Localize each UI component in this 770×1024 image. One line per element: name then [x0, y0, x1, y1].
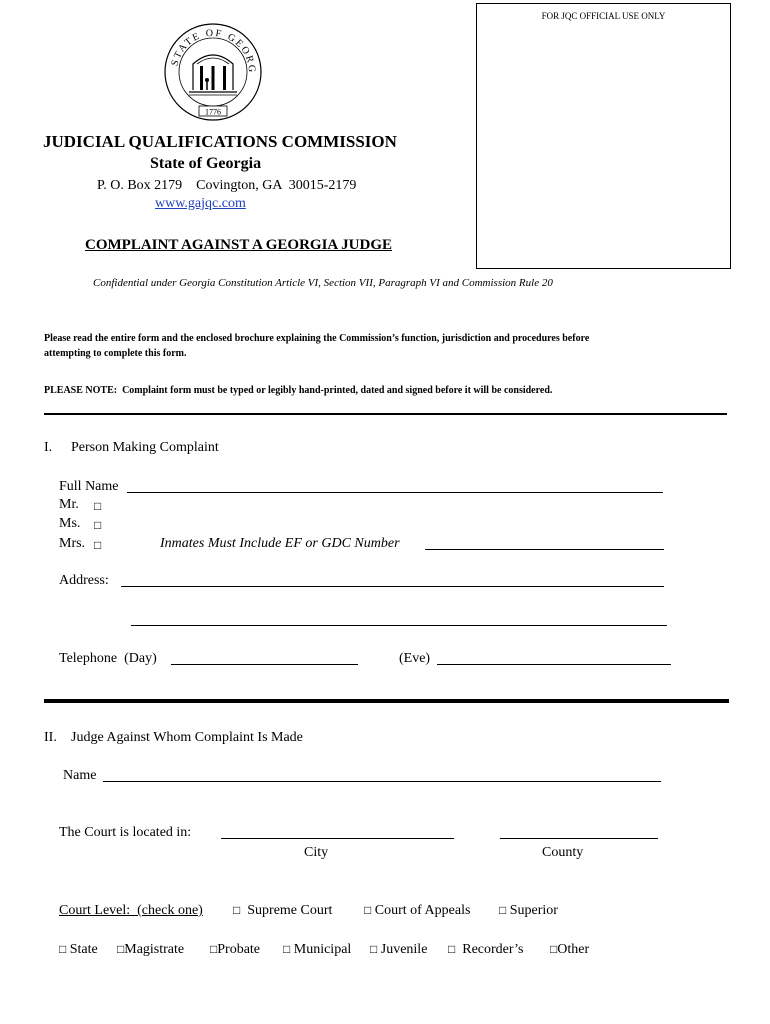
recorders-label: Recorder’s [462, 942, 524, 957]
state-checkbox[interactable]: □ [59, 942, 67, 956]
section-1-number: I. [44, 440, 53, 455]
full-name-field[interactable] [127, 492, 663, 493]
seal-year: 1776 [205, 107, 221, 117]
appeals-checkbox[interactable]: □ [364, 903, 372, 917]
judge-name-label: Name [63, 768, 97, 783]
juvenile-checkbox[interactable]: □ [370, 942, 378, 956]
court-level-option-superior[interactable] [499, 903, 558, 919]
ms-label: Ms. [59, 516, 81, 531]
magistrate-checkbox[interactable]: □ [117, 942, 125, 956]
inmate-number-field[interactable] [425, 549, 664, 550]
mailing-address: P. O. Box 2179 Covington, GA 30015-2179 [97, 178, 357, 193]
court-level-label: Court Level: (check one) [59, 903, 203, 918]
supreme-checkbox[interactable]: □ [233, 903, 241, 917]
official-use-label: FOR JQC OFFICIAL USE ONLY [541, 11, 666, 21]
mr-checkbox[interactable]: □ [94, 499, 102, 513]
other-checkbox[interactable]: □ [550, 942, 558, 956]
superior-label: Superior [509, 903, 558, 918]
full-name-label: Full Name [59, 479, 119, 494]
telephone-day-label: Telephone (Day) [59, 651, 157, 666]
court-level-option-state[interactable] [59, 942, 98, 958]
svg-text:STATE OF GEORGIA: STATE OF GEORG [169, 27, 258, 75]
judge-name-field[interactable] [103, 781, 661, 782]
probate-checkbox[interactable]: □ [210, 942, 218, 956]
state-label: State [69, 942, 98, 957]
court-level-option-juvenile[interactable] [370, 942, 427, 958]
section-1-title: Person Making Complaint [71, 440, 219, 455]
magistrate-label: Magistrate [124, 942, 185, 957]
municipal-checkbox[interactable]: □ [283, 942, 291, 956]
mrs-checkbox[interactable]: □ [94, 538, 102, 552]
court-level-option-probate[interactable] [210, 942, 260, 958]
telephone-eve-field[interactable] [437, 664, 671, 665]
website-link[interactable]: www.gajqc.com [155, 196, 246, 211]
section-divider-2 [44, 699, 729, 703]
address-field-line-1[interactable] [121, 586, 664, 587]
ms-checkbox[interactable]: □ [94, 518, 102, 532]
state-name: State of Georgia [150, 155, 262, 172]
other-label: Other [557, 942, 590, 957]
address-field-line-2[interactable] [131, 625, 667, 626]
court-level-option-municipal[interactable] [283, 942, 351, 958]
mrs-label: Mrs. [59, 536, 86, 551]
telephone-eve-label: (Eve) [399, 651, 431, 666]
county-field[interactable] [500, 838, 658, 839]
address-label: Address: [59, 573, 109, 588]
mr-label: Mr. [59, 497, 79, 512]
section-divider-1 [44, 413, 727, 415]
commission-title: JUDICIAL QUALIFICATIONS COMMISSION [43, 132, 397, 151]
confidential-notice: Confidential under Georgia Constitution Article VI, Section VII, Paragraph VI and Commission Rule 20 [93, 277, 553, 289]
section-2-number: II. [44, 730, 57, 745]
please-note: PLEASE NOTE: Complaint form must be typed or legibly hand-printed, dated and signed before it will be considered. [44, 385, 553, 396]
county-label: County [542, 845, 584, 860]
inmates-note: Inmates Must Include EF or GDC Number [160, 536, 400, 551]
recorders-checkbox[interactable]: □ [448, 942, 456, 956]
section-2-title: Judge Against Whom Complaint Is Made [71, 730, 303, 745]
court-level-option-appeals[interactable] [364, 903, 470, 919]
instructions-line-2: attempting to complete this form. [44, 348, 187, 359]
superior-checkbox[interactable]: □ [499, 903, 507, 917]
supreme-label: Supreme Court [247, 903, 333, 918]
georgia-state-seal [163, 20, 263, 124]
court-level-option-supreme[interactable] [233, 903, 332, 919]
juvenile-label: Juvenile [380, 942, 428, 957]
municipal-label: Municipal [293, 942, 352, 957]
telephone-day-field[interactable] [171, 664, 358, 665]
court-located-label: The Court is located in: [59, 825, 192, 840]
court-level-option-magistrate[interactable] [117, 942, 184, 958]
city-field[interactable] [221, 838, 454, 839]
court-level-option-recorders[interactable] [448, 942, 523, 958]
official-use-box [476, 3, 731, 269]
appeals-label: Court of Appeals [374, 903, 471, 918]
court-level-option-other[interactable] [550, 942, 589, 958]
form-title: COMPLAINT AGAINST A GEORGIA JUDGE [85, 237, 393, 253]
instructions-line-1: Please read the entire form and the enclosed brochure explaining the Commission’s function, jurisdiction and procedures before [44, 333, 590, 344]
probate-label: Probate [217, 942, 261, 957]
city-label: City [304, 845, 329, 860]
